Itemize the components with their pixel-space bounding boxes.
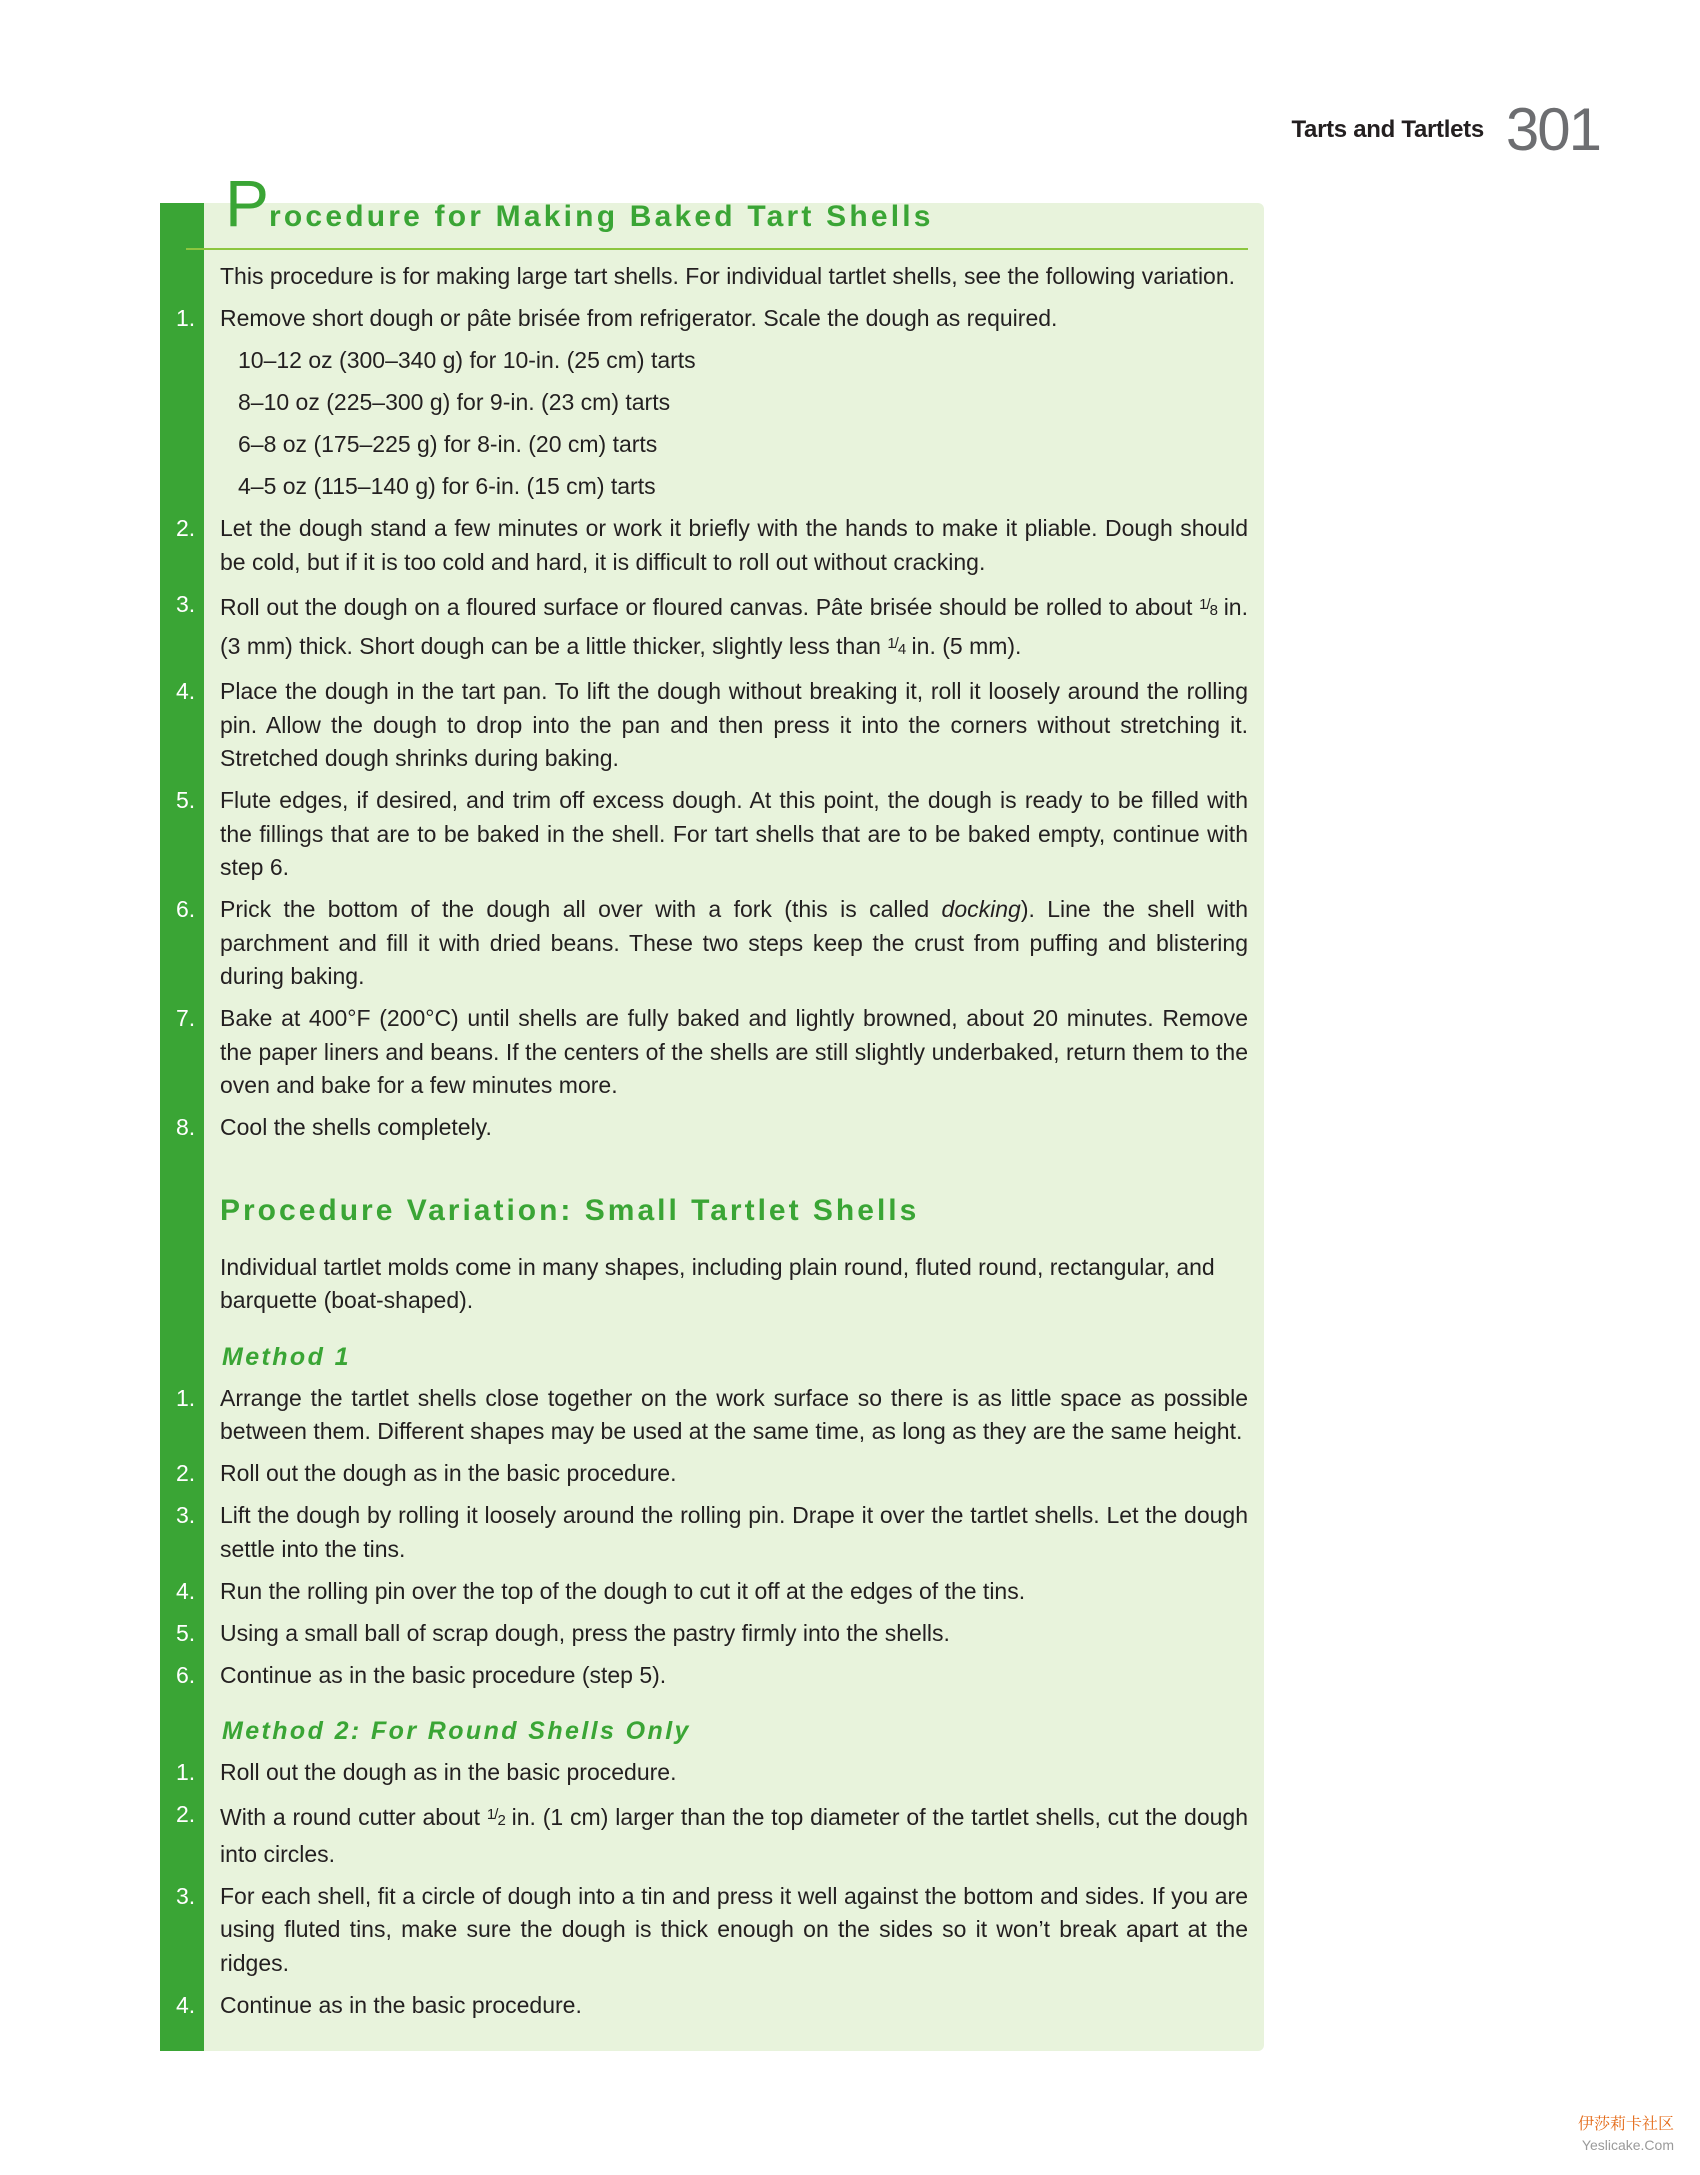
step-text: Run the rolling pin over the top of the dough to cut it off at the edges of the tins.: [220, 1577, 1026, 1604]
step-text: Cool the shells completely.: [220, 1114, 492, 1140]
fraction-numerator: 1: [887, 635, 895, 652]
dough-size-2: 8–10 oz (225–300 g) for 9-in. (23 cm) tarts: [238, 389, 671, 415]
step-number: 6.: [176, 896, 196, 922]
step-1: [160, 302, 1248, 336]
step-3: [160, 588, 1248, 667]
step-2: [160, 512, 1248, 579]
step-4: [160, 675, 1248, 776]
variation-title: Procedure Variation: Small Tartlet Shells: [220, 1193, 920, 1227]
step-number: 3.: [176, 1882, 196, 1909]
method-2-step-2: [160, 1798, 1248, 1871]
step-text: With a round cutter about: [220, 1804, 487, 1830]
step-number: 2.: [176, 515, 196, 541]
method-2-step-4: [160, 1989, 1248, 2023]
watermark-chinese: 伊莎莉卡社区: [1577, 2116, 1674, 2133]
step-text: Continue as in the basic procedure.: [220, 1991, 582, 2018]
fraction-denominator: 8: [1209, 601, 1217, 619]
step-number: 3.: [176, 1502, 196, 1528]
fraction-one-quarter: 1/4: [887, 635, 906, 658]
method-2-step-3: [160, 1880, 1248, 1981]
procedure-content: [160, 260, 1248, 2031]
method-1-step-5: [160, 1617, 1248, 1651]
step-text: Let the dough stand a few minutes or work it briefly with the hands to make it pliable. Dough should be cold, but if it is too cold and hard, it is difficult to roll out without cracking.: [220, 515, 1248, 575]
method-1-step-4: [160, 1575, 1248, 1609]
fraction-numerator: 1: [1199, 595, 1207, 613]
step-6: [160, 893, 1248, 994]
dough-size-3: 6–8 oz (175–225 g) for 8-in. (20 cm) tarts: [238, 431, 658, 457]
running-title: Tarts and Tartlets: [1291, 116, 1484, 143]
step-number: 5.: [176, 1619, 196, 1646]
step-text: Using a small ball of scrap dough, press the pastry firmly into the shells.: [220, 1619, 950, 1646]
running-head: [1291, 96, 1600, 163]
dough-size-1: 10–12 oz (300–340 g) for 10-in. (25 cm) tarts: [238, 347, 696, 373]
step-text: Remove short dough or pâte brisée from refrigerator. Scale the dough as required.: [220, 305, 1058, 331]
procedure-intro: This procedure is for making large tart shells. For individual tartlet shells, see the following variation.: [220, 263, 1236, 289]
step-text-cont: ). Line the shell with parchment and fill it with dried beans. These two steps keep the crust from puffing and blistering during baking.: [220, 896, 1248, 989]
step-text: Roll out the dough as in the basic procedure.: [220, 1759, 677, 1785]
step-8: [160, 1111, 1248, 1145]
step-number: 4.: [176, 678, 196, 704]
step-text: Lift the dough by rolling it loosely around the rolling pin. Drape it over the tartlet shells. Let the dough settle into the tins.: [220, 1502, 1248, 1562]
step-number: 7.: [176, 1005, 196, 1031]
title-rule: [186, 248, 1248, 250]
method-2-step-1: [160, 1756, 1248, 1790]
dough-size-4: 4–5 oz (115–140 g) for 6-in. (15 cm) tarts: [238, 473, 656, 499]
step-text: Bake at 400°F (200°C) until shells are fully baked and lightly browned, about 20 minutes. Remove the paper liners and beans. If the centers of the shells are still slightly underbaked, return them to the oven and bake for a few minutes more.: [220, 1005, 1248, 1098]
step-number: 1.: [176, 305, 196, 331]
step-number: 6.: [176, 1661, 196, 1688]
fraction-numerator: 1: [486, 1806, 495, 1823]
step-number: 1.: [176, 1759, 196, 1785]
step-text: Place the dough in the tart pan. To lift the dough without breaking it, roll it loosely around the rolling pin. Allow the dough to drop into the pan and then press it into the corners without stretching it. Stretched dough shrinks during baking.: [220, 678, 1248, 771]
step-number: 2.: [176, 1460, 196, 1486]
method-1-title: Method 1: [222, 1342, 351, 1371]
step-text: Roll out the dough on a floured surface or floured canvas. Pâte brisée should be rolled to about: [220, 593, 1200, 620]
title-dropcap: P: [225, 166, 270, 240]
step-5: [160, 784, 1248, 885]
method-1-step-6: [160, 1659, 1248, 1693]
step-number: 4.: [176, 1577, 196, 1604]
step-text: For each shell, fit a circle of dough into a tin and press it well against the bottom and sides. If you are using fluted tins, make sure the dough is thick enough on the sides so it won’t break apart at the ridges.: [220, 1882, 1248, 1976]
docking-term: docking: [941, 896, 1021, 922]
method-1-step-3: [160, 1499, 1248, 1566]
variation-intro: Individual tartlet molds come in many shapes, including plain round, fluted round, rectangular, and barquette (boat-shaped).: [220, 1253, 1215, 1313]
fraction-one-half: 1/2: [486, 1806, 505, 1829]
step-7: [160, 1002, 1248, 1103]
watermark: [1578, 2115, 1674, 2155]
step-number: 1.: [176, 1384, 196, 1411]
page-number: 301: [1505, 96, 1600, 163]
watermark-url: Yeslicake.Com: [1581, 2137, 1674, 2153]
step-number: 5.: [176, 787, 196, 813]
step-text-cont: in. (1 cm) larger than the top diameter of the tartlet shells, cut the dough into circles.: [220, 1804, 1248, 1867]
step-text-end: in. (5 mm).: [905, 633, 1022, 659]
step-number: 4.: [176, 1991, 196, 2018]
fraction-one-eighth: 1/8: [1199, 595, 1217, 619]
fraction-denominator: 4: [897, 641, 906, 658]
fraction-denominator: 2: [497, 1812, 505, 1829]
step-text: Roll out the dough as in the basic procedure.: [220, 1460, 677, 1486]
procedure-title: [225, 166, 934, 240]
method-2-title: Method 2: For Round Shells Only: [222, 1717, 691, 1745]
step-number: 8.: [176, 1114, 196, 1140]
step-text: Continue as in the basic procedure (step 5).: [220, 1661, 667, 1688]
method-1-step-2: [160, 1457, 1248, 1491]
step-number: 2.: [176, 1801, 196, 1827]
step-text-cont: in. (3 mm) thick. Short dough can be a little thicker, slightly less than: [220, 593, 1248, 659]
title-text: rocedure for Making Baked Tart Shells: [269, 200, 934, 233]
step-text: Prick the bottom of the dough all over with a fork (this is called: [220, 896, 942, 922]
step-text: Flute edges, if desired, and trim off excess dough. At this point, the dough is ready to be filled with the fillings that are to be baked in the shell. For tart shells that are to be baked empty, continue with step 6.: [220, 787, 1248, 880]
step-number: 3.: [176, 590, 196, 617]
method-1-step-1: [160, 1382, 1248, 1449]
step-text: Arrange the tartlet shells close together on the work surface so there is as little space as possible between them. Different shapes may be used at the same time, as long as they are the same height.: [220, 1384, 1248, 1444]
